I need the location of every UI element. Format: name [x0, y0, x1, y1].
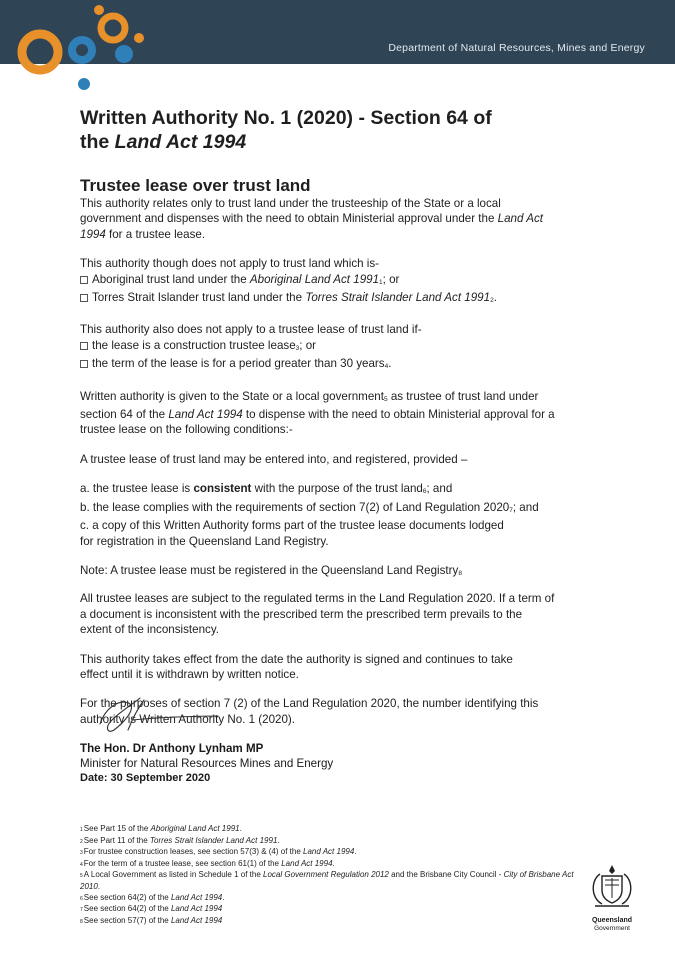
- given-text-end: to dispense with the need to obtain Ministerial approval for a: [242, 408, 555, 422]
- regulated-line-2: a document is inconsistent with the prescribed term the prescribed term prevails to the: [80, 607, 523, 621]
- footnote-number: 8: [80, 918, 83, 925]
- item-text: the lease is a construction trustee lease: [92, 338, 296, 352]
- purposes-line-1: For the purposes of section 7 (2) of the Land Regulation 2020, the number identifying this: [80, 697, 539, 711]
- list-item: [80, 356, 600, 374]
- footnote: [80, 870, 580, 892]
- coat-of-arms-icon: [587, 862, 637, 912]
- footnote-number: 3: [80, 850, 83, 857]
- condition-a: [80, 481, 600, 499]
- signer-block: [80, 741, 333, 786]
- intro-paragraph: [80, 196, 600, 242]
- checkbox-icon: [80, 342, 88, 350]
- land-exclusions-lead: This authority though does not apply to trust land which is-: [80, 257, 380, 271]
- footnote-number: 4: [80, 861, 83, 868]
- condition-b: [80, 500, 600, 518]
- crest-line-2: Government: [594, 925, 630, 932]
- footnote-ref: 2: [490, 297, 494, 305]
- footnotes: [80, 824, 580, 927]
- item-end: ; or: [299, 338, 317, 352]
- condition-text: b. the lease complies with the requirements of section 7(2) of Land Regulation 2020: [80, 500, 510, 514]
- signature-icon: [92, 690, 222, 740]
- dots-logo-icon: [0, 0, 160, 100]
- given-line-3: trustee lease on the following conditions:-: [80, 423, 293, 437]
- footnote-number: 7: [80, 907, 83, 914]
- footnote: [80, 824, 580, 836]
- intro-act-year: 1994: [80, 227, 106, 241]
- footnote: [80, 847, 580, 859]
- regulated-line-1: All trustee leases are subject to the regulated terms in the Land Regulation 2020. If a term of: [80, 592, 555, 606]
- footnote-ref: 8: [458, 569, 462, 577]
- checkbox-icon: [80, 276, 88, 284]
- footnote-end: .: [239, 824, 242, 833]
- effect-line-2: effect until it is withdrawn by written notice.: [80, 667, 299, 681]
- item-end: ; or: [382, 272, 400, 286]
- item-text: the term of the lease is for a period greater than 30 years: [92, 357, 385, 371]
- footnote-act: Torres Strait Islander Land Act 1991: [149, 835, 278, 845]
- lease-exclusions-lead: This authority also does not apply to a trustee lease of trust land if-: [80, 323, 422, 337]
- footnote-text: For trustee construction leases, see section 57(3) & (4) of the: [83, 847, 303, 857]
- footnote-end: .: [354, 847, 357, 857]
- footnote-text: See section 57(7) of the: [83, 915, 171, 925]
- signer-name: The Hon. Dr Anthony Lynham MP: [80, 742, 264, 755]
- footnote-number: 6: [80, 895, 83, 902]
- given-act: Land Act 1994: [168, 408, 243, 422]
- footnote-ref: 4: [384, 363, 389, 371]
- condition-end: ; and: [512, 500, 539, 514]
- note-paragraph: [80, 563, 600, 581]
- footnote-ref: 5: [383, 395, 388, 403]
- queensland-crest: [582, 862, 642, 932]
- given-line-2: [80, 407, 600, 422]
- checkbox-icon: [80, 360, 88, 368]
- purposes-line-2: authority is Written Authority No. 1 (2020).: [80, 712, 296, 726]
- effect-paragraph: [80, 652, 600, 683]
- title-act: Land Act 1994: [114, 131, 247, 153]
- footnote: [80, 904, 580, 916]
- document-body: [80, 196, 600, 741]
- provided-paragraph: A trustee lease of trust land may be entered into, and registered, provided –: [80, 452, 468, 466]
- footnote-text: See section 64(2) of the: [83, 904, 171, 914]
- footnote-number: 1: [80, 827, 83, 833]
- item-text: Torres Strait Islander trust land under the: [92, 291, 306, 305]
- condition-c-cont: for registration in the Queensland Land Registry.: [80, 534, 329, 548]
- footnote: [80, 893, 580, 905]
- footnote-text: See section 64(2) of the: [83, 892, 171, 902]
- note-text: Note: A trustee lease must be registered in the Queensland Land Registry: [80, 563, 459, 577]
- regulated-terms-paragraph: [80, 591, 600, 637]
- footnote-act: Aboriginal Land Act 1991: [150, 824, 240, 833]
- land-exclusions: [80, 256, 600, 308]
- title-prefix: the: [80, 131, 115, 153]
- item-end: .: [493, 291, 497, 305]
- footnote-ref: 6: [422, 488, 427, 496]
- footnote: [80, 836, 580, 848]
- conditions-list: [80, 481, 600, 549]
- intro-end: for a trustee lease.: [105, 227, 206, 241]
- item-act: Torres Strait Islander Land Act 1991: [305, 291, 491, 305]
- list-item: [80, 290, 600, 308]
- footnote-end: .: [277, 835, 280, 845]
- item-end: .: [388, 357, 392, 371]
- lease-exclusions: [80, 322, 600, 374]
- intro-act: Land Act: [497, 212, 543, 226]
- checkbox-icon: [80, 294, 88, 302]
- title-line-2: [80, 130, 600, 154]
- footnote-end: and the Brisbane City Council -: [388, 870, 504, 880]
- condition-emphasis: consistent: [193, 482, 252, 496]
- given-text: Written authority is given to the State or a local government: [80, 389, 384, 403]
- footnote-text: For the term of a trustee lease, see section 61(1) of the: [83, 858, 282, 868]
- signer-role: Minister for Natural Resources Mines and Energy: [80, 757, 334, 770]
- item-act: Aboriginal Land Act 1991: [249, 272, 380, 286]
- regulated-line-3: extent of the inconsistency.: [80, 623, 219, 637]
- footnote-act: Land Act 1994: [281, 858, 333, 868]
- footnote-text: A Local Government as listed in Schedule 1 of the: [83, 870, 263, 880]
- footnote-act: City of Brisbane Act 2010: [80, 870, 574, 891]
- list-item: [80, 272, 600, 290]
- condition-end: ; and: [426, 482, 453, 496]
- footnote-ref: 3: [295, 344, 300, 352]
- footnote-ref: 7: [509, 506, 513, 514]
- footnote-act: Land Act 1994: [170, 892, 223, 902]
- footnote-number: 2: [80, 838, 83, 845]
- condition-text: with the purpose of the trust land: [251, 482, 423, 496]
- footnote-text: See Part 11 of the: [83, 835, 150, 845]
- footnote: [80, 916, 580, 928]
- intro-text: government and dispenses with the need to obtain Ministerial approval under the: [80, 212, 498, 226]
- crest-line-1: Queensland: [591, 917, 633, 924]
- footnote-text: See Part 15 of the: [83, 824, 151, 833]
- intro-line-2: [80, 211, 600, 226]
- signed-date: Date: 30 September 2020: [80, 772, 211, 784]
- given-text-end: as trustee of trust land under: [387, 389, 539, 403]
- condition-text: a. the trustee lease is: [80, 482, 194, 496]
- footnote-act: Land Act 1994: [170, 915, 223, 925]
- authority-given-paragraph: [80, 389, 600, 438]
- footnote-number: 5: [80, 873, 83, 880]
- footnote-act: Land Act 1994: [303, 847, 355, 857]
- document-title: [80, 106, 600, 154]
- list-item: [80, 338, 600, 356]
- given-line-1: [80, 389, 600, 407]
- footnote: [80, 859, 580, 871]
- footnote-act: Local Government Regulation 2012: [263, 870, 389, 880]
- intro-line-3: [80, 227, 600, 242]
- footnote-ref: 1: [379, 278, 383, 286]
- footnote-end: .: [222, 892, 225, 902]
- footnote-end: .: [97, 881, 101, 891]
- title-line-1: Written Authority No. 1 (2020) - Section 64 of: [80, 107, 492, 129]
- given-text: section 64 of the: [80, 408, 169, 422]
- footnote-act: Land Act 1994: [170, 904, 223, 914]
- effect-line-1: This authority takes effect from the date the authority is signed and continues to take: [80, 652, 513, 666]
- intro-line-1: This authority relates only to trust land under the trusteeship of the State or a local: [80, 197, 501, 210]
- department-name: Department of Natural Resources, Mines and Energy: [388, 42, 645, 54]
- item-text: Aboriginal trust land under the: [92, 272, 250, 286]
- section-heading: Trustee lease over trust land: [80, 176, 311, 195]
- condition-c: c. a copy of this Written Authority forms part of the trustee lease documents lodged: [80, 519, 504, 533]
- footnote-end: .: [332, 858, 335, 868]
